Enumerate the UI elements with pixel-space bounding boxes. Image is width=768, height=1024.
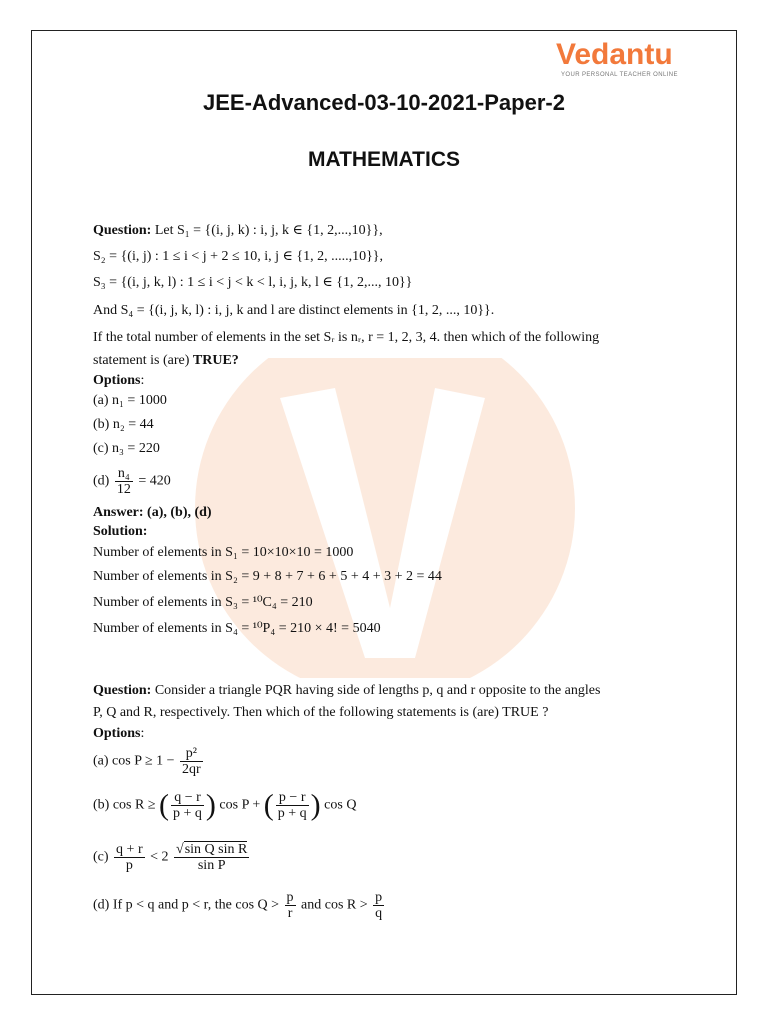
q2-option-a-fraction (180, 746, 203, 777)
q2-option-b-middle: cos P + (219, 797, 261, 813)
vedantu-logo (556, 38, 681, 84)
q1-option-d-value: = 420 (138, 473, 171, 489)
q1-set-s3: S₃ = {(i, j, k, l) : 1 ≤ i < j < k < l, i, j, k, l ∈ {1, 2,..., 10}} (93, 275, 413, 290)
q1-solution-4: Number of elements in S₄ = ¹⁰P₄ = 210 × 4! = 5040 (93, 621, 381, 636)
q2-option-a-text: (a) cos P ≥ 1 − (93, 753, 175, 769)
q2-option-d-fraction-2 (373, 890, 384, 921)
q2-question-text-2: P, Q and R, respectively. Then which of the following statements is (are) TRUE ? (93, 705, 549, 720)
q1-line-1 (93, 222, 383, 240)
q2-option-b-fraction-2 (276, 790, 309, 821)
q2-option-b-text: (b) cos R ≥ (93, 797, 156, 813)
q2-options-label: Options (93, 726, 141, 741)
q2-option-b-denominator-2: p + q (277, 806, 307, 821)
logo-wordmark: Vedantu (556, 38, 673, 71)
q2-option-d-denominator-2: q (375, 906, 383, 921)
q1-options-heading: Options: (93, 373, 145, 388)
q2-option-c-numerator-1: q + r (116, 842, 143, 857)
q1-question-text: If the total number of elements in the set Sᵣ is nᵣ, r = 1, 2, 3, 4. then which of the following (93, 330, 600, 345)
q1-set-s2: S₂ = {(i, j) : 1 ≤ i < j + 2 ≤ 10, i, j ∈ {1, 2, .....,10}}, (93, 249, 384, 264)
q2-option-c-fraction-2 (174, 842, 249, 873)
subject-title: MATHEMATICS (307, 148, 461, 171)
q1-question-text-2 (93, 352, 239, 370)
q2-option-d-fraction-1 (285, 890, 296, 921)
q2-option-a-denominator: 2qr (182, 762, 201, 777)
q2-question-text: Consider a triangle PQR having side of lengths p, q and r opposite to the angles (154, 683, 601, 698)
exam-title: JEE-Advanced-03-10-2021-Paper-2 (203, 90, 565, 115)
q1-set-s1: Let S₁ = {(i, j, k) : i, j, k ∈ {1, 2,...,10}}, (154, 223, 383, 238)
q2-option-d (93, 890, 386, 921)
q1-true-bold: TRUE? (192, 353, 239, 368)
q2-option-c-denominator-2: sin P (197, 858, 226, 873)
q1-option-d-denominator: 12 (116, 482, 131, 497)
q1-solution-3: Number of elements in S₃ = ¹⁰C₄ = 210 (93, 595, 313, 610)
q1-answer: Answer: (a), (b), (d) (93, 505, 212, 520)
q2-option-d-numerator-2: p (375, 890, 383, 905)
q1-option-d (93, 466, 171, 497)
q1-solution-label: Solution: (93, 524, 148, 539)
q1-option-d-fraction (115, 466, 133, 497)
q2-option-b-denominator-1: p + q (173, 806, 202, 821)
q2-option-c-fraction-1 (114, 842, 145, 873)
q1-question-label: Question: (93, 223, 152, 238)
q2-option-c-middle: < 2 (150, 849, 169, 865)
q1-solution-2: Number of elements in S₂ = 9 + 8 + 7 + 6 + 5 + 4 + 3 + 2 = 44 (93, 569, 442, 584)
q2-option-d-text: (d) If p < q and p < r, the cos Q > (93, 897, 280, 913)
q2-options-heading: Options: (93, 726, 145, 741)
q1-option-d-label: (d) (93, 473, 110, 489)
q2-option-c-radicand: sin Q sin R (184, 842, 248, 857)
q2-question-label: Question: (93, 683, 152, 698)
q2-option-b-fraction-1 (171, 790, 204, 821)
q2-option-d-middle: and cos R > (301, 897, 368, 913)
q2-option-c-label: (c) (93, 849, 109, 865)
q1-option-c: (c) n₃ = 220 (93, 441, 160, 456)
q1-solution-1: Number of elements in S₁ = 10×10×10 = 1000 (93, 545, 354, 560)
q1-option-b: (b) n₂ = 44 (93, 417, 154, 432)
q2-option-d-numerator-1: p (286, 890, 294, 905)
q2-option-b-numerator-1: q − r (171, 790, 204, 806)
q1-statement-prefix: statement is (are) (93, 353, 193, 368)
logo-tagline: YOUR PERSONAL TEACHER ONLINE (561, 72, 678, 78)
q1-option-d-numerator: n₄ (115, 466, 133, 482)
q2-line-1 (93, 682, 600, 700)
q1-option-a: (a) n₁ = 1000 (93, 393, 167, 408)
q2-option-c-denominator-1: p (125, 858, 133, 873)
q2-option-a (93, 746, 205, 777)
q2-option-c (93, 842, 251, 873)
q1-set-s4: And S₄ = {(i, j, k, l) : i, j, k and l are distinct elements in {1, 2, ..., 10}}. (93, 303, 495, 318)
q1-options-label: Options (93, 373, 141, 388)
q2-option-b-end: cos Q (324, 797, 357, 813)
q2-option-b-numerator-2: p − r (276, 790, 309, 806)
q2-option-d-denominator-1: r (287, 906, 293, 921)
q2-option-a-numerator: p² (180, 746, 203, 762)
q2-option-c-numerator-2: √sin Q sin R (176, 842, 248, 857)
q2-option-b: (b) cos R ≥ ( $\frac{q - r}{p + q}$ ) cos P + ( $\frac{p - r}{p + q}$ ) cos Q (93, 788, 357, 822)
